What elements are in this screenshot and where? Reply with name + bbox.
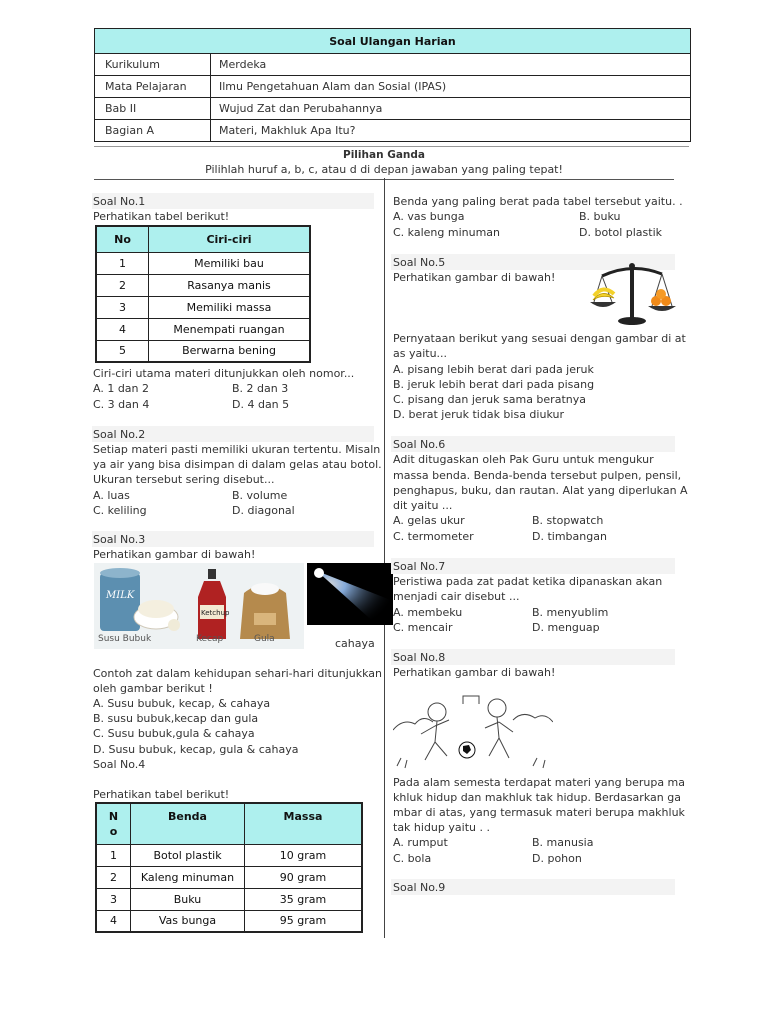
q6-option-b: B. stopwatch — [532, 514, 604, 527]
header-label: Kurikulum — [95, 54, 211, 75]
header-title: Soal Ulangan Harian — [95, 29, 690, 53]
q5-line: Pernyataan berikut yang sesuai dengan gambar di at — [393, 332, 686, 345]
q1-option-c: C. 3 dan 4 — [93, 398, 150, 411]
q3-line: oleh gambar berikut ! — [93, 682, 213, 695]
q3-number: Soal No.3 — [93, 533, 146, 546]
table-cell: 1 — [96, 252, 149, 274]
header-value: Ilmu Pengetahuan Alam dan Sosial (IPAS) — [219, 80, 447, 93]
q7-option-b: B. menyublim — [532, 606, 609, 619]
kids-football-illustration — [393, 690, 553, 772]
table-row — [96, 340, 310, 362]
q5-option-d: D. berat jeruk tidak bisa diukur — [393, 408, 564, 421]
q4-question: Benda yang paling berat pada tabel tersebut yaitu. . — [393, 195, 683, 208]
q5-option-b: B. jeruk lebih berat dari pada pisang — [393, 378, 595, 391]
table-cell: Buku — [131, 888, 245, 910]
table-cell: Kaleng minuman — [131, 866, 245, 888]
q2-option-c: C. keliling — [93, 504, 147, 517]
q4-option-c: C. kaleng minuman — [393, 226, 501, 239]
q1-intro: Perhatikan tabel berikut! — [93, 210, 230, 223]
q6-line: massa benda. Benda-benda tersebut pulpen, pensil, — [393, 469, 682, 482]
q1-option-d: D. 4 dan 5 — [232, 398, 290, 411]
balance-scale-icon — [588, 258, 676, 328]
table-cell: 2 — [96, 866, 131, 888]
header-table — [94, 28, 691, 142]
table-cell: Botol plastik — [131, 844, 245, 866]
q3-line: Contoh zat dalam kehidupan sehari-hari ditunjukkan — [93, 667, 382, 680]
header-row-bagian — [95, 119, 690, 141]
q2-line: Setiap materi pasti memiliki ukuran tertentu. Misaln — [93, 443, 381, 456]
q6-line: Adit ditugaskan oleh Pak Guru untuk mengukur — [393, 453, 654, 466]
gula-label: Gula — [254, 634, 275, 644]
q3-option-a: A. Susu bubuk, kecap, & cahaya — [93, 697, 271, 710]
q8-option-d: D. pohon — [532, 852, 582, 865]
q6-option-c: C. termometer — [393, 530, 474, 543]
q3-option-b: B. susu bubuk,kecap dan gula — [93, 712, 259, 725]
q1-table — [95, 225, 311, 363]
table-cell: 4 — [96, 910, 131, 932]
q3-products-image — [94, 563, 304, 649]
q2-line: Ukuran tersebut sering disebut... — [93, 473, 275, 486]
table-header: Benda — [131, 803, 245, 844]
table-cell: 3 — [96, 888, 131, 910]
table-row — [96, 910, 362, 932]
q4-option-b: B. buku — [579, 210, 621, 223]
header-label: Bab II — [95, 98, 211, 119]
q6-option-a: A. gelas ukur — [393, 514, 465, 527]
q1-question: Ciri-ciri utama materi ditunjukkan oleh nomor... — [93, 367, 355, 380]
table-row — [96, 318, 310, 340]
table-cell: Rasanya manis — [149, 274, 311, 296]
table-cell: Vas bunga — [131, 910, 245, 932]
can-label: MILK — [106, 590, 135, 601]
q3-intro: Perhatikan gambar di bawah! — [93, 548, 256, 561]
header-value: Materi, Makhluk Apa Itu? — [219, 124, 356, 137]
q5-line: as yaitu... — [393, 347, 448, 360]
table-row — [96, 844, 362, 866]
q8-line: khluk hidup dan makhluk tak hidup. Berdasarkan ga — [393, 791, 681, 804]
table-cell: 3 — [96, 296, 149, 318]
column-divider — [384, 178, 385, 938]
q2-option-d: D. diagonal — [232, 504, 295, 517]
q7-line: Peristiwa pada zat padat ketika dipanaskan akan — [393, 575, 663, 588]
light-beam-icon — [307, 563, 393, 625]
q4-option-a: A. vas bunga — [393, 210, 465, 223]
table-cell: 35 gram — [245, 888, 363, 910]
table-row — [96, 888, 362, 910]
table-cell: 1 — [96, 844, 131, 866]
table-cell: 90 gram — [245, 866, 363, 888]
q8-line: Pada alam semesta terdapat materi yang berupa ma — [393, 776, 686, 789]
q8-number: Soal No.8 — [393, 651, 446, 664]
q3-option-d: D. Susu bubuk, kecap, gula & cahaya — [93, 743, 299, 756]
q1-number: Soal No.1 — [93, 195, 146, 208]
q2-option-a: A. luas — [93, 489, 130, 502]
q3-cahaya-label: cahaya — [335, 637, 375, 650]
susu-bubuk-label: Susu Bubuk — [98, 634, 152, 644]
header-row-mapel — [95, 75, 690, 97]
q6-option-d: D. timbangan — [532, 530, 607, 543]
q8-option-b: B. manusia — [532, 836, 594, 849]
q5-number: Soal No.5 — [393, 256, 446, 269]
header-label: Mata Pelajaran — [95, 76, 211, 97]
table-cell: Menempati ruangan — [149, 318, 311, 340]
q9-number: Soal No.9 — [393, 881, 446, 894]
q7-number: Soal No.7 — [393, 560, 446, 573]
q7-option-c: C. mencair — [393, 621, 453, 634]
header-value: Wujud Zat dan Perubahannya — [219, 102, 383, 115]
q5-option-a: A. pisang lebih berat dari pada jeruk — [393, 363, 594, 376]
milk-can-icon — [100, 568, 140, 631]
table-header: No — [96, 226, 149, 252]
table-cell: Memiliki massa — [149, 296, 311, 318]
header-row-kurikulum — [95, 53, 690, 75]
q6-line: penghapus, buku, dan rautan. Alat yang diperlukan A — [393, 484, 688, 497]
ketchup-label: Ketchup — [201, 609, 230, 617]
table-cell: 2 — [96, 274, 149, 296]
q3-option-c: C. Susu bubuk,gula & cahaya — [93, 727, 255, 740]
table-row — [96, 296, 310, 318]
table-cell: 5 — [96, 340, 149, 362]
header-divider — [94, 146, 689, 147]
header-row-bab — [95, 97, 690, 119]
q8-option-c: C. bola — [393, 852, 432, 865]
q2-line: ya air yang bisa disimpan di dalam gelas atau botol. — [93, 458, 382, 471]
q4-intro: Perhatikan tabel berikut! — [93, 788, 230, 801]
q7-line: menjadi cair disebut ... — [393, 590, 520, 603]
section-instruction: Pilihlah huruf a, b, c, atau d di depan jawaban yang paling tepat! — [205, 163, 563, 176]
q4-table — [95, 802, 363, 933]
q2-number: Soal No.2 — [93, 428, 146, 441]
table-row — [96, 274, 310, 296]
table-cell: Memiliki bau — [149, 252, 311, 274]
q1-option-a: A. 1 dan 2 — [93, 382, 150, 395]
q8-intro: Perhatikan gambar di bawah! — [393, 666, 556, 679]
q6-line: dit yaitu ... — [393, 499, 453, 512]
table-cell: 4 — [96, 318, 149, 340]
q5-option-c: C. pisang dan jeruk sama beratnya — [393, 393, 586, 406]
table-header: Ciri-ciri — [149, 226, 311, 252]
sugar-sack-icon — [240, 583, 290, 639]
table-row — [96, 252, 310, 274]
q1-option-b: B. 2 dan 3 — [232, 382, 289, 395]
q4-option-d: D. botol plastik — [579, 226, 663, 239]
q8-line: tak hidup yaitu . . — [393, 821, 490, 834]
header-label: Bagian A — [95, 120, 211, 141]
q5-intro: Perhatikan gambar di bawah! — [393, 271, 556, 284]
q7-option-d: D. menguap — [532, 621, 600, 634]
header-value: Merdeka — [219, 58, 267, 71]
q7-option-a: A. membeku — [393, 606, 463, 619]
table-cell: Berwarna bening — [149, 340, 311, 362]
section-title: Pilihan Ganda — [343, 149, 425, 161]
q8-line: mbar di atas, yang termasuk materi berupa makhluk — [393, 806, 685, 819]
q8-option-a: A. rumput — [393, 836, 448, 849]
q4-number: Soal No.4 — [93, 758, 146, 771]
q2-option-b: B. volume — [232, 489, 288, 502]
table-header: Massa — [245, 803, 363, 844]
table-row — [96, 866, 362, 888]
table-cell: 95 gram — [245, 910, 363, 932]
table-header: N o — [96, 803, 131, 844]
kecap-label: Kecap — [196, 634, 224, 644]
table-cell: 10 gram — [245, 844, 363, 866]
q6-number: Soal No.6 — [393, 438, 446, 451]
